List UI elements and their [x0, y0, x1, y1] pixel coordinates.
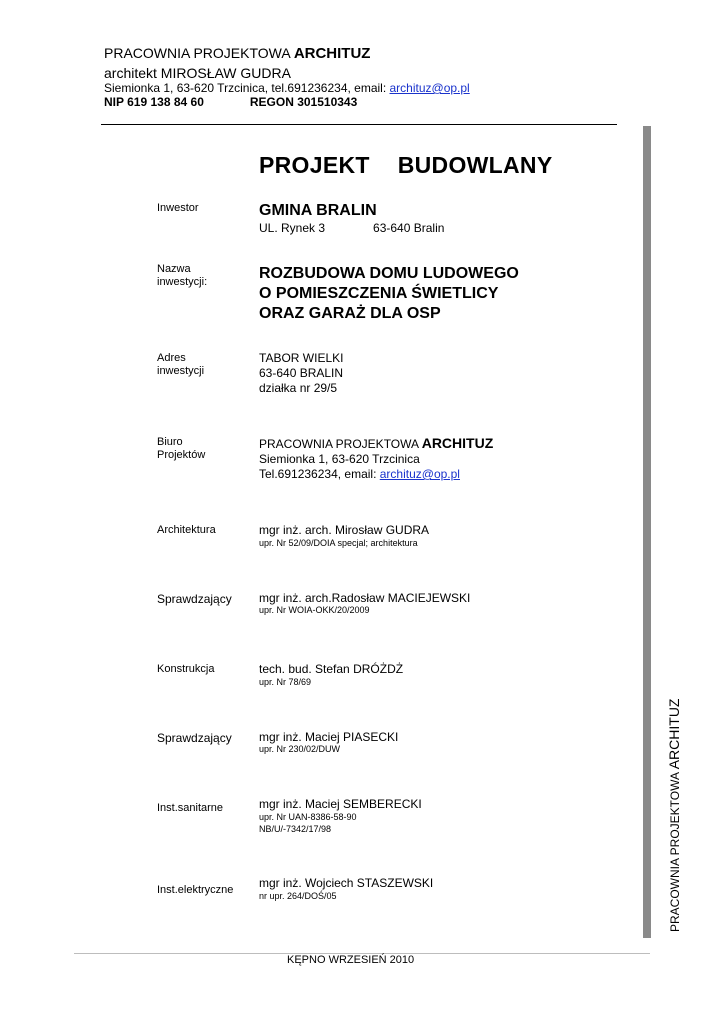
biuro-label	[157, 436, 205, 462]
adres-line-1: TABOR WIELKI	[259, 351, 344, 365]
adres-label-2: inwestycji	[157, 365, 205, 377]
konstrukcja-label: Konstrukcja	[157, 663, 215, 675]
sprawdzajacy-2-upr: upr. Nr 230/02/DUW	[259, 744, 341, 754]
adres-line-3: działka nr 29/5	[259, 381, 338, 395]
inwestor-city: 63-640 Bralin	[373, 221, 445, 235]
elektryczne-label: Inst.elektryczne	[157, 884, 234, 896]
nazwa-line-2: O POMIESZCZENIA ŚWIETLICY	[259, 285, 499, 302]
header-contact	[104, 81, 470, 95]
konstrukcja-name: tech. bud. Stefan DRÓŻDŻ	[259, 662, 404, 676]
sprawdzajacy-1-upr: upr. Nr WOIA-OKK/20/2009	[259, 605, 370, 615]
header-ids	[104, 95, 357, 109]
side-company-brand: ARCHITUZ	[666, 698, 682, 770]
sprawdzajacy-1-name: mgr inż. arch.Radosław MACIEJEWSKI	[259, 591, 471, 605]
biuro-company-brand: ARCHITUZ	[421, 435, 494, 451]
footer-place-date: KĘPNO WRZESIEŃ 2010	[287, 954, 415, 966]
konstrukcja-upr: upr. Nr 78/69	[259, 677, 312, 687]
header-nip: NIP 619 138 84 60	[104, 95, 204, 109]
title-word-2: BUDOWLANY	[397, 152, 553, 178]
header-contact-text: Siemionka 1, 63-620 Trzcinica, tel.691236234, email:	[104, 81, 390, 95]
biuro-tel: Tel.691236234, email:	[259, 467, 380, 481]
nazwa-line-3: ORAZ GARAŻ DLA OSP	[259, 305, 441, 322]
adres-label-1: Adres	[157, 352, 186, 364]
side-brand-text	[666, 699, 682, 932]
architektura-label: Architektura	[157, 524, 216, 536]
header-company-line	[104, 45, 370, 62]
nazwa-line-1: ROZBUDOWA DOMU LUDOWEGO	[259, 265, 519, 282]
nazwa-label-1: Nazwa	[157, 263, 191, 275]
company-name: PRACOWNIA PROJEKTOWA	[104, 45, 290, 61]
title-word-1: PROJEKT	[259, 152, 370, 178]
sprawdzajacy-1-label: Sprawdzający	[157, 592, 232, 606]
inwestor-label: Inwestor	[157, 202, 199, 214]
sprawdzajacy-2-label: Sprawdzający	[157, 731, 232, 745]
architektura-upr: upr. Nr 52/09/DOIA specjal; architektura	[259, 538, 418, 548]
inwestor-street: UL. Rynek 3	[259, 221, 326, 235]
biuro-label-1: Biuro	[157, 436, 183, 448]
page-title	[259, 152, 552, 179]
sprawdzajacy-2-name: mgr inż. Maciej PIASECKI	[259, 730, 399, 744]
nazwa-label-2: inwestycji:	[157, 276, 208, 288]
header-email-link[interactable]: archituz@op.pl	[389, 81, 470, 95]
biuro-line-1	[259, 436, 493, 452]
architektura-name: mgr inż. arch. Mirosław GUDRA	[259, 523, 430, 537]
elektryczne-name: mgr inż. Wojciech STASZEWSKI	[259, 876, 434, 890]
header-architect: architekt MIROSŁAW GUDRA	[104, 65, 291, 81]
side-bar	[643, 126, 651, 938]
adres-line-2: 63-640 BRALIN	[259, 366, 344, 380]
company-brand: ARCHITUZ	[293, 45, 371, 62]
inwestor-name: GMINA BRALIN	[259, 202, 377, 219]
sanitarne-name: mgr inż. Maciej SEMBERECKI	[259, 797, 422, 811]
sanitarne-upr-2: NB/U/-7342/17/98	[259, 824, 332, 834]
sanitarne-upr-1: upr. Nr UAN-8386-58-90	[259, 812, 357, 822]
sanitarne-label: Inst.sanitarne	[157, 802, 224, 814]
inwestor-address	[259, 221, 444, 236]
biuro-company-name: PRACOWNIA PROJEKTOWA	[259, 437, 422, 451]
elektryczne-upr: nr upr. 264/DOŚ/05	[259, 891, 337, 901]
biuro-line-3	[259, 467, 493, 482]
nazwa-value	[259, 264, 519, 324]
adres-label	[157, 352, 204, 378]
biuro-value	[259, 436, 493, 482]
nazwa-label	[157, 263, 207, 289]
adres-value	[259, 351, 343, 396]
header-regon: REGON 301510343	[249, 95, 358, 109]
biuro-label-2: Projektów	[157, 449, 206, 461]
side-company-name: PRACOWNIA PROJEKTOWA	[668, 769, 682, 932]
biuro-line-2: Siemionka 1, 63-620 Trzcinica	[259, 452, 420, 466]
header-divider	[101, 124, 617, 125]
biuro-email-link[interactable]: archituz@op.pl	[379, 467, 460, 481]
